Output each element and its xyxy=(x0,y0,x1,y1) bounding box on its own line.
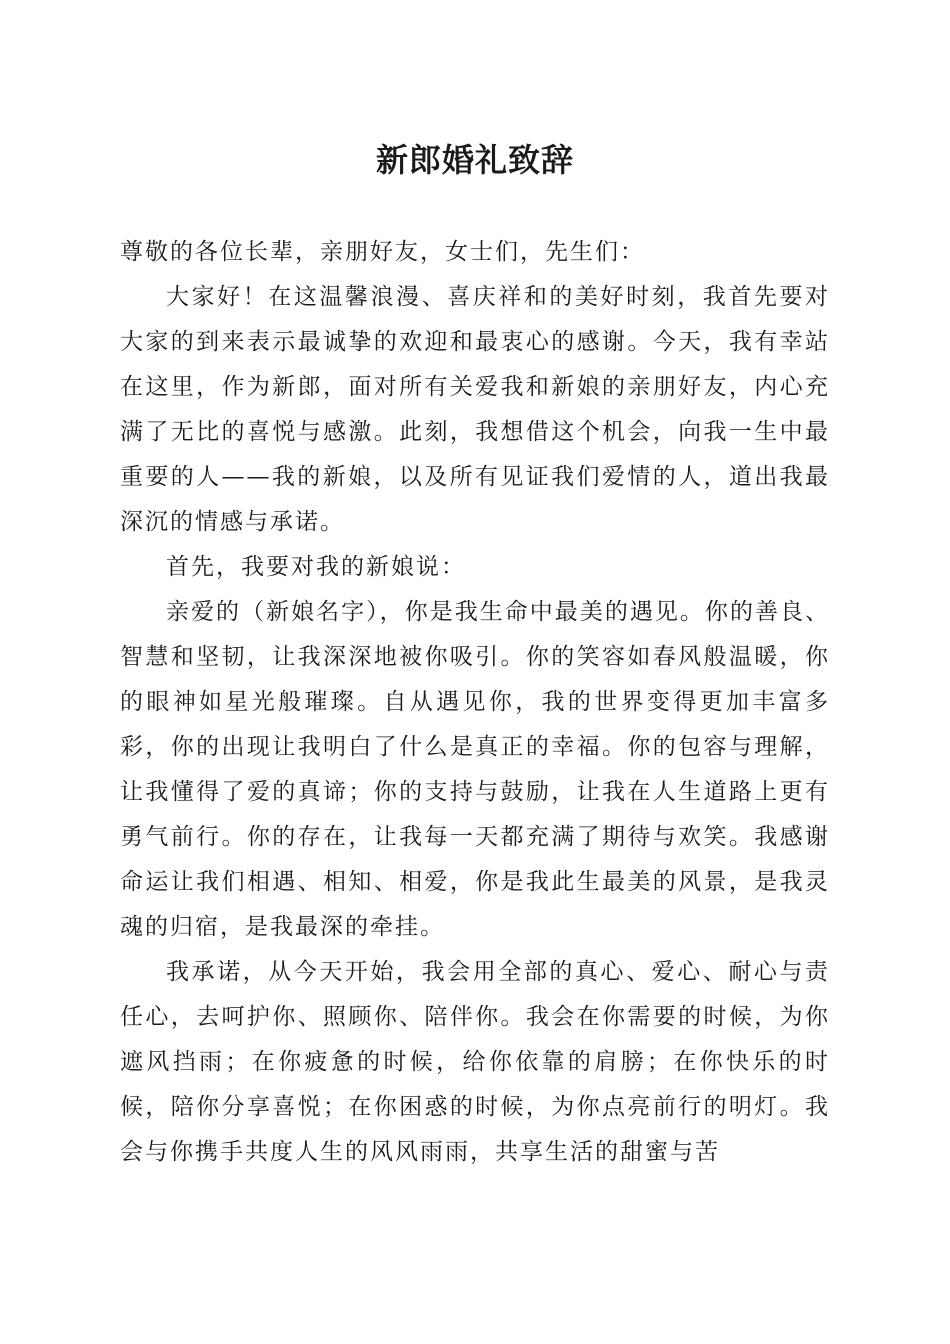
speech-body xyxy=(120,230,830,1175)
greeting-paragraph: 大家好！在这温馨浪漫、喜庆祥和的美好时刻，我首先要对大家的到来表示最诚挚的欢迎和最衷心的感谢。今天，我有幸站在这里，作为新郎，面对所有关爱我和新娘的亲朋好友，内心充满了无比的喜悦与感激。此刻，我想借这个机会，向我一生中最重要的人——我的新娘，以及所有见证我们爱情的人，道出我最深沉的情感与承诺。 xyxy=(120,284,830,535)
address-bride-paragraph: 首先，我要对我的新娘说： xyxy=(166,554,466,580)
bride-praise-paragraph: 亲爱的（新娘名字），你是我生命中最美的遇见。你的善良、智慧和坚韧，让我深深地被你吸引。你的笑容如春风般温暖，你的眼神如星光般璀璨。自从遇见你，我的世界变得更加丰富多彩，你的出现让我明白了什么是真正的幸福。你的包容与理解，让我懂得了爱的真谛；你的支持与鼓励，让我在人生道路上更有勇气前行。你的存在，让我每一天都充满了期待与欢笑。我感谢命运让我们相遇、相知、相爱，你是我此生最美的风景，是我灵魂的归宿，是我最深的牵挂。 xyxy=(120,599,830,940)
promise-paragraph: 我承诺，从今天开始，我会用全部的真心、爱心、耐心与责任心，去呵护你、照顾你、陪伴你。我会在你需要的时候，为你遮风挡雨；在你疲惫的时候，给你依靠的肩膀；在你快乐的时候，陪你分享喜悦；在你困惑的时候，为你点亮前行的明灯。我会与你携手共度人生的风风雨雨，共享生活的甜蜜与苦 xyxy=(120,959,830,1165)
salutation-paragraph: 尊敬的各位长辈，亲朋好友，女士们，先生们： xyxy=(120,239,645,265)
page-title: 新郎婚礼致辞 xyxy=(375,141,574,179)
